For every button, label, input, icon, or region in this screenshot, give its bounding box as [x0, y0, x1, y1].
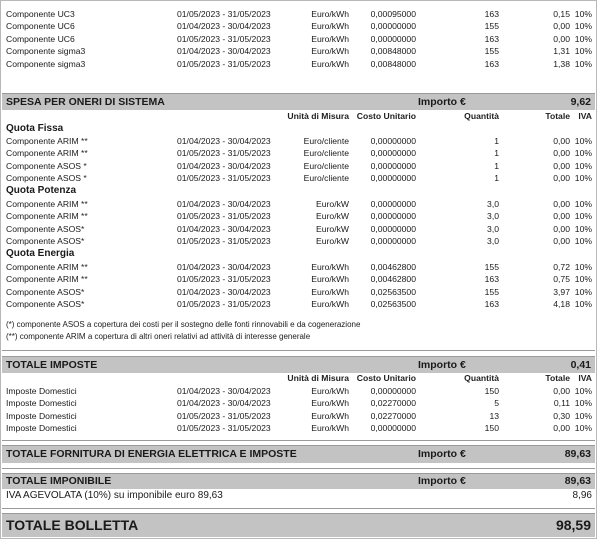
row-unit-cost: 0,02563500: [370, 299, 416, 310]
row-total: 1,31: [553, 46, 570, 57]
imponibile-importo-label: Importo €: [418, 475, 466, 487]
row-unit: Euro/kWh: [311, 46, 349, 57]
table-row: [1, 422, 596, 434]
row-name: Componente UC6: [6, 33, 75, 44]
row-total: 0,00: [553, 160, 570, 171]
row-iva: 10%: [574, 46, 592, 57]
table-row: [1, 298, 596, 310]
bolletta-total: 98,59: [555, 517, 591, 533]
row-iva: 10%: [574, 136, 592, 146]
row-quantity: 1: [494, 173, 499, 184]
row-period: 01/04/2023 - 30/04/2023: [177, 21, 271, 32]
table-row: [1, 45, 596, 57]
row-quantity: 13: [489, 410, 499, 421]
row-period: 01/05/2023 - 31/05/2023: [177, 236, 271, 247]
row-unit-cost: 0,00000000: [370, 386, 416, 396]
table-row: [1, 135, 596, 147]
row-quantity: 163: [484, 299, 499, 310]
oneri-total: 9,62: [570, 96, 591, 108]
fornitura-importo-label: Importo €: [418, 448, 466, 460]
row-iva: 10%: [574, 274, 592, 285]
row-name: Componente ASOS*: [6, 223, 85, 234]
row-unit-cost: 0,02563500: [370, 286, 416, 297]
table-row: [1, 223, 596, 235]
row-unit: Euro/kWh: [311, 9, 349, 19]
row-quantity: 3,0: [487, 236, 499, 247]
row-name: Componente sigma3: [6, 58, 86, 69]
table-row: [1, 198, 596, 210]
row-unit-cost: 0,00000000: [370, 136, 416, 146]
row-iva: 10%: [574, 223, 592, 234]
row-unit: Euro/kWh: [311, 386, 349, 396]
row-iva: 10%: [574, 423, 592, 434]
row-unit: Euro/cliente: [303, 136, 349, 146]
oneri-column-header: [1, 110, 596, 122]
row-name: Componente ASOS*: [6, 299, 85, 310]
row-iva: 10%: [574, 148, 592, 159]
col-um: Unità di Misura: [287, 111, 349, 121]
row-unit-cost: 0,02270000: [370, 410, 416, 421]
row-quantity: 163: [484, 33, 499, 44]
row-iva: 10%: [574, 173, 592, 184]
row-quantity: 150: [484, 386, 499, 396]
row-quantity: 163: [484, 58, 499, 69]
row-unit: Euro/kWh: [311, 423, 349, 434]
row-total: 0,75: [553, 274, 570, 285]
row-unit: Euro/kWh: [311, 410, 349, 421]
table-row: [1, 397, 596, 409]
row-quantity: 3,0: [487, 211, 499, 222]
table-row: [1, 8, 596, 20]
row-iva: 10%: [574, 58, 592, 69]
row-period: 01/05/2023 - 31/05/2023: [177, 33, 271, 44]
row-total: 0,00: [553, 21, 570, 32]
row-total: 0,00: [553, 236, 570, 247]
row-quantity: 3,0: [487, 199, 499, 209]
table-row: [1, 147, 596, 159]
row-unit: Euro/kWh: [311, 286, 349, 297]
imposte-title: TOTALE IMPOSTE: [6, 359, 98, 371]
row-name: Componente ASOS*: [6, 236, 85, 247]
table-row: [1, 160, 596, 172]
bolletta-title: TOTALE BOLLETTA: [6, 517, 139, 533]
row-period: 01/04/2023 - 30/04/2023: [177, 223, 271, 234]
iva-value: 8,96: [572, 490, 592, 501]
divider: [2, 440, 595, 441]
row-period: 01/05/2023 - 31/05/2023: [177, 58, 271, 69]
row-total: 0,00: [553, 386, 570, 396]
row-name: Componente ARIM **: [6, 199, 88, 209]
note-arim: (**) componente ARIM a copertura di altri oneri relativi ad attività di interesse generale: [6, 332, 311, 341]
row-unit-cost: 0,00000000: [370, 199, 416, 209]
imposte-importo-label: Importo €: [418, 359, 466, 371]
table-row: [1, 210, 596, 222]
row-name: Componente ARIM **: [6, 262, 88, 272]
row-name: Imposte Domestici: [6, 398, 77, 409]
row-name: Imposte Domestici: [6, 423, 77, 434]
table-row: [1, 410, 596, 422]
table-row: [1, 33, 596, 45]
row-name: Componente ASOS *: [6, 173, 87, 184]
col-iva: IVA: [578, 111, 592, 121]
row-period: 01/04/2023 - 30/04/2023: [177, 386, 271, 396]
row-total: 0,30: [553, 410, 570, 421]
row-quantity: 155: [484, 21, 499, 32]
row-unit-cost: 0,00000000: [370, 211, 416, 222]
row-name: Componente ARIM **: [6, 148, 88, 159]
quota-fissa-label: Quota Fissa: [6, 123, 64, 134]
row-name: Componente ASOS *: [6, 160, 87, 171]
row-iva: 10%: [574, 160, 592, 171]
table-row: [1, 286, 596, 298]
row-total: 0,00: [553, 33, 570, 44]
table-row: [1, 385, 596, 397]
col-iva: IVA: [578, 373, 592, 383]
col-tot: Totale: [545, 111, 570, 121]
row-unit-cost: 0,00848000: [370, 46, 416, 57]
row-quantity: 163: [484, 9, 499, 19]
row-iva: 10%: [574, 398, 592, 409]
row-unit-cost: 0,00000000: [370, 173, 416, 184]
table-row: [1, 20, 596, 32]
row-unit: Euro/kWh: [311, 262, 349, 272]
row-name: Componente ARIM **: [6, 211, 88, 222]
col-qty: Quantità: [464, 373, 499, 383]
row-unit: Euro/kWh: [311, 398, 349, 409]
row-iva: 10%: [574, 236, 592, 247]
row-unit: Euro/kW: [316, 211, 349, 222]
row-total: 0,00: [553, 199, 570, 209]
row-total: 0,00: [553, 423, 570, 434]
row-unit-cost: 0,00000000: [370, 160, 416, 171]
row-unit: Euro/kW: [316, 223, 349, 234]
row-iva: 10%: [574, 211, 592, 222]
row-period: 01/05/2023 - 31/05/2023: [177, 9, 271, 19]
row-unit: Euro/kWh: [311, 33, 349, 44]
col-um: Unità di Misura: [287, 373, 349, 383]
row-unit-cost: 0,00000000: [370, 33, 416, 44]
row-name: Componente sigma3: [6, 46, 86, 57]
oneri-section-bar: [2, 93, 595, 110]
row-name: Componente ASOS*: [6, 286, 85, 297]
row-unit-cost: 0,00000000: [370, 148, 416, 159]
divider: [2, 508, 595, 509]
row-quantity: 5: [494, 398, 499, 409]
row-unit-cost: 0,00462800: [370, 274, 416, 285]
row-period: 01/04/2023 - 30/04/2023: [177, 136, 271, 146]
table-row: [1, 261, 596, 273]
col-qty: Quantità: [464, 111, 499, 121]
row-unit: Euro/kWh: [311, 21, 349, 32]
row-unit-cost: 0,00000000: [370, 236, 416, 247]
row-iva: 10%: [574, 199, 592, 209]
oneri-importo-label: Importo €: [418, 96, 466, 108]
row-quantity: 3,0: [487, 223, 499, 234]
note-asos: (*) componente ASOS a copertura dei costi per il sostegno delle fonti rinnovabili e da cogenerazione: [6, 320, 361, 329]
row-iva: 10%: [574, 33, 592, 44]
row-name: Componente UC6: [6, 21, 75, 32]
imponibile-total: 89,63: [564, 475, 591, 487]
row-unit: Euro/cliente: [303, 148, 349, 159]
fornitura-title: TOTALE FORNITURA DI ENERGIA ELETTRICA E IMPOSTE: [6, 448, 297, 460]
fornitura-total: 89,63: [564, 448, 591, 460]
row-unit-cost: 0,00095000: [370, 9, 416, 19]
row-quantity: 1: [494, 160, 499, 171]
fornitura-section-bar: [2, 445, 595, 463]
row-period: 01/04/2023 - 30/04/2023: [177, 199, 271, 209]
row-unit-cost: 0,00462800: [370, 262, 416, 272]
row-total: 4,18: [553, 299, 570, 310]
col-cu: Costo Unitario: [356, 373, 416, 383]
row-total: 0,00: [553, 211, 570, 222]
imposte-total: 0,41: [570, 359, 591, 371]
quota-potenza-label: Quota Potenza: [6, 185, 77, 196]
row-total: 1,38: [553, 58, 570, 69]
row-unit: Euro/kWh: [311, 274, 349, 285]
row-period: 01/04/2023 - 30/04/2023: [177, 286, 271, 297]
row-period: 01/05/2023 - 31/05/2023: [177, 299, 271, 310]
row-unit: Euro/kW: [316, 236, 349, 247]
row-total: 0,00: [553, 223, 570, 234]
iva-label: IVA AGEVOLATA (10%) su imponibile euro 89,63: [6, 490, 223, 501]
row-period: 01/05/2023 - 31/05/2023: [177, 410, 271, 421]
row-period: 01/05/2023 - 31/05/2023: [177, 211, 271, 222]
row-iva: 10%: [574, 262, 592, 272]
row-unit: Euro/kWh: [311, 299, 349, 310]
row-unit-cost: 0,00848000: [370, 58, 416, 69]
table-row: [1, 273, 596, 285]
row-quantity: 155: [484, 46, 499, 57]
divider: [2, 468, 595, 469]
row-unit: Euro/cliente: [303, 160, 349, 171]
row-total: 0,00: [553, 173, 570, 184]
row-unit-cost: 0,00000000: [370, 423, 416, 434]
row-total: 0,00: [553, 136, 570, 146]
table-row: [1, 172, 596, 184]
row-unit-cost: 0,02270000: [370, 398, 416, 409]
row-name: Componente UC3: [6, 9, 75, 19]
imponibile-title: TOTALE IMPONIBILE: [6, 475, 112, 487]
table-row: [1, 235, 596, 247]
row-unit: Euro/cliente: [303, 173, 349, 184]
row-total: 0,72: [553, 262, 570, 272]
row-unit-cost: 0,00000000: [370, 223, 416, 234]
row-unit: Euro/kWh: [311, 58, 349, 69]
row-total: 0,15: [553, 9, 570, 19]
row-period: 01/04/2023 - 30/04/2023: [177, 160, 271, 171]
row-iva: 10%: [574, 299, 592, 310]
row-iva: 10%: [574, 21, 592, 32]
row-period: 01/05/2023 - 31/05/2023: [177, 173, 271, 184]
row-quantity: 1: [494, 148, 499, 159]
iva-row: [1, 489, 596, 502]
quota-energia-label: Quota Energia: [6, 248, 75, 259]
row-quantity: 163: [484, 274, 499, 285]
row-unit: Euro/kW: [316, 199, 349, 209]
row-quantity: 155: [484, 262, 499, 272]
row-name: Componente ARIM **: [6, 274, 88, 285]
imposte-column-header: [1, 372, 596, 384]
row-period: 01/04/2023 - 30/04/2023: [177, 46, 271, 57]
row-quantity: 150: [484, 423, 499, 434]
row-iva: 10%: [574, 410, 592, 421]
row-total: 0,11: [553, 398, 570, 409]
table-row: [1, 58, 596, 70]
row-iva: 10%: [574, 386, 592, 396]
row-total: 0,00: [553, 148, 570, 159]
row-name: Imposte Domestici: [6, 386, 77, 396]
row-period: 01/04/2023 - 30/04/2023: [177, 262, 271, 272]
row-period: 01/05/2023 - 31/05/2023: [177, 148, 271, 159]
imposte-section-bar: [2, 356, 595, 373]
imponibile-section-bar: [2, 473, 595, 489]
col-cu: Costo Unitario: [356, 111, 416, 121]
row-period: 01/05/2023 - 31/05/2023: [177, 274, 271, 285]
row-quantity: 155: [484, 286, 499, 297]
row-iva: 10%: [574, 9, 592, 19]
row-period: 01/04/2023 - 30/04/2023: [177, 398, 271, 409]
col-tot: Totale: [545, 373, 570, 383]
bolletta-section-bar: [2, 513, 595, 537]
row-total: 3,97: [553, 286, 570, 297]
divider: [2, 350, 595, 351]
row-period: 01/05/2023 - 31/05/2023: [177, 423, 271, 434]
row-name: Imposte Domestici: [6, 410, 77, 421]
row-unit-cost: 0,00000000: [370, 21, 416, 32]
row-quantity: 1: [494, 136, 499, 146]
row-iva: 10%: [574, 286, 592, 297]
row-name: Componente ARIM **: [6, 136, 88, 146]
oneri-title: SPESA PER ONERI DI SISTEMA: [6, 96, 165, 108]
